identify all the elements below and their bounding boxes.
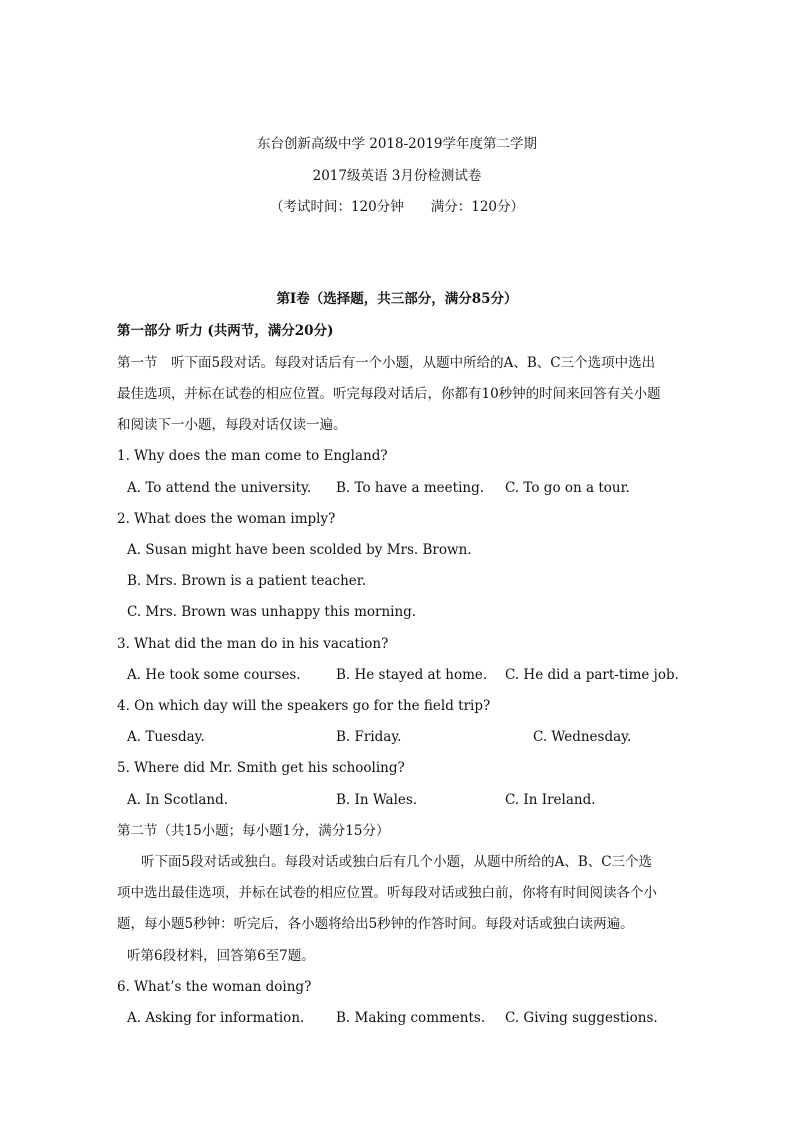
section1-instruction-line: 最佳选项，并标在试卷的相应位置。听完每段对话后，你都有10秒钟的时间来回答有关小题 xyxy=(117,386,661,402)
answer-option: B. Friday. xyxy=(336,729,402,745)
question-stem: 6. What’s the woman doing? xyxy=(117,979,312,995)
answer-option: C. To go on a tour. xyxy=(505,480,630,496)
question-stem: 2. What does the woman imply? xyxy=(117,511,336,527)
answer-option: A. Tuesday. xyxy=(127,729,205,745)
answer-option: A. Susan might have been scolded by Mrs. Brown. xyxy=(127,542,472,558)
answer-option: A. He took some courses. xyxy=(127,667,301,683)
answer-option: C. Mrs. Brown was unhappy this morning. xyxy=(127,604,417,620)
section2-instruction-line: 题，每小题5秒钟：听完后，各小题将给出5秒钟的作答时间。每段对话或独白读两遍。 xyxy=(117,916,634,932)
answer-option: C. Giving suggestions. xyxy=(505,1010,658,1026)
school-term-title: 东台创新高级中学 2018-2019学年度第二学期 xyxy=(256,136,538,152)
section2-instruction-line: 听下面5段对话或独白。每段对话或独白后有几个小题，从题中所给的A、B、C三个选 xyxy=(141,854,653,870)
section2-instruction-line: 项中选出最佳选项，并标在试卷的相应位置。听每段对话或独白前，你将有时间阅读各个小 xyxy=(117,885,657,901)
part1-title: 第一部分 听力 (共两节，满分20分) xyxy=(117,323,334,339)
answer-option: B. In Wales. xyxy=(336,792,418,808)
answer-option: B. He stayed at home. xyxy=(336,667,488,683)
question-stem: 5. Where did Mr. Smith get his schooling? xyxy=(117,760,405,776)
question-stem: 3. What did the man do in his vacation? xyxy=(117,636,389,652)
answer-option: C. Wednesday. xyxy=(533,729,632,745)
answer-option: A. To attend the university. xyxy=(127,480,312,496)
material-note: 听第6段材料，回答第6至7题。 xyxy=(127,948,315,964)
question-stem: 1. Why does the man come to England? xyxy=(117,448,388,464)
volume-title: 第I卷（选择题，共三部分，满分85分） xyxy=(276,291,518,307)
answer-option: B. Mrs. Brown is a patient teacher. xyxy=(127,573,367,589)
answer-option: A. In Scotland. xyxy=(127,792,229,808)
section1-instruction-line: 和阅读下一小题，每段对话仅读一遍。 xyxy=(117,417,347,433)
answer-option: B. To have a meeting. xyxy=(336,480,485,496)
answer-option: C. In Ireland. xyxy=(505,792,596,808)
exam-title: 2017级英语 3月份检测试卷 xyxy=(312,168,482,184)
exam-info: （考试时间：120分钟 满分：120分） xyxy=(269,199,525,215)
question-stem: 4. On which day will the speakers go for the field trip? xyxy=(117,698,491,714)
answer-option: B. Making comments. xyxy=(336,1010,486,1026)
section1-instruction-line: 第一节 听下面5段对话。每段对话后有一个小题，从题中所给的A、B、C三个选项中选出 xyxy=(117,355,656,371)
answer-option: C. He did a part-time job. xyxy=(505,667,679,683)
answer-option: A. Asking for information. xyxy=(127,1010,305,1026)
section2-title: 第二节（共15小题；每小题1分，满分15分） xyxy=(117,823,390,839)
